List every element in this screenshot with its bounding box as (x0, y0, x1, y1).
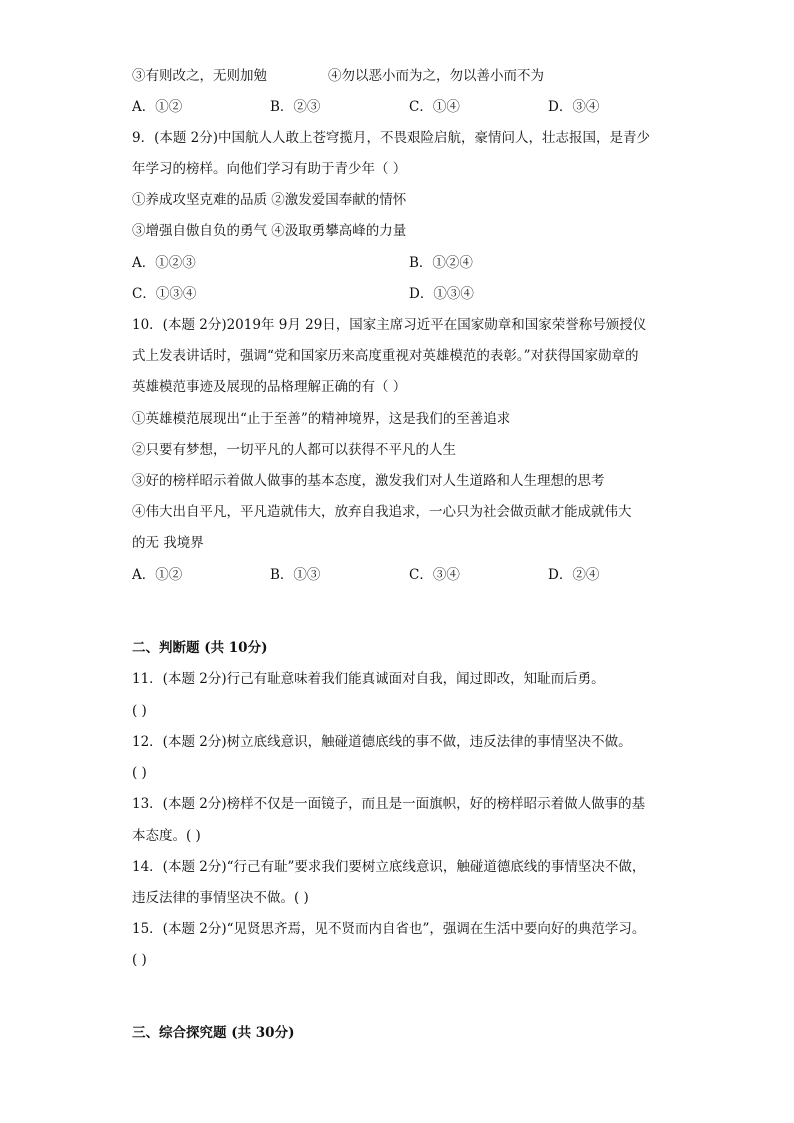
q9-option-b: B．①②④ (409, 255, 473, 271)
q10-statement-3: ③好的榜样昭示着做人做事的基本态度，激发我们对人生道路和人生理想的思考 (132, 473, 605, 489)
q9-stem-line-1: 9．(本题 2分)中国航人人敢上苍穹揽月，不畏艰险启航，豪情问人，壮志报国，是青少 (132, 130, 651, 146)
q11-text: 11．(本题 2分)行己有耻意味着我们能真诚面对自我，闻过即改，知耻而后勇。 (132, 671, 605, 687)
q9-statements-1-2: ①养成攻坚克难的品质 ②激发爱国奉献的情怀 (132, 192, 407, 208)
section-2-title: 二、判断题 (共 10分) (132, 640, 268, 656)
q8-option-c: C．①④ (409, 99, 460, 115)
q9-option-c: C．①③④ (132, 286, 197, 302)
q10-statement-4-line-1: ④伟大出自平凡，平凡造就伟大，放弃自我追求，一心只为社会做贡献才能成就伟大 (132, 504, 632, 520)
q9-stem-line-2: 年学习的榜样。向他们学习有助于青少年（ ） (132, 161, 407, 177)
q13-text: 13．(本题 2分)榜样不仅是一面镜子，而且是一面旗帜，好的榜样昭示着做人做事的基 (132, 796, 646, 812)
q8-option-d: D．③④ (548, 99, 600, 115)
q8-statement-3: ③有则改之，无则加勉 (132, 68, 267, 84)
q14-text-line-2: 违反法律的事情坚决不做。( ) (132, 890, 309, 906)
q10-stem-line-1: 10．(本题 2分)2019年 9月 29日，国家主席习近平在国家勋章和国家荣誉称号颁授仪 (132, 317, 647, 333)
q11-answer-blank: ( ) (132, 703, 147, 719)
q9-option-a: A．①②③ (132, 255, 196, 271)
q8-option-b: B．②③ (270, 99, 321, 115)
q8-statement-4: ④勿以恶小而为之，勿以善小而不为 (328, 68, 544, 84)
q10-option-a: A．①② (132, 567, 183, 583)
q10-option-c: C．③④ (409, 567, 460, 583)
q10-statement-2: ②只要有梦想，一切平凡的人都可以获得不平凡的人生 (132, 442, 456, 458)
q10-option-b: B．①③ (270, 567, 321, 583)
section-3-title: 三、综合探究题 (共 30分) (132, 1025, 295, 1041)
q10-statement-4-line-2: 的无 我境界 (132, 535, 204, 551)
q10-statement-1: ①英雄模范展现出“止于至善”的精神境界，这是我们的至善追求 (132, 411, 511, 427)
q10-option-d: D．②④ (548, 567, 600, 583)
q10-stem-line-2: 式上发表讲话时，强调“党和国家历来高度重视对英雄模范的表彰。”对获得国家勋章的 (132, 348, 639, 364)
q8-option-a: A．①② (132, 99, 183, 115)
q10-stem-line-3: 英雄模范事迹及展现的品格理解正确的有（ ） (132, 379, 407, 395)
q9-statements-3-4: ③增强自傲自负的勇气 ④汲取勇攀高峰的力量 (132, 223, 407, 239)
q13-text-line-2: 本态度。( ) (132, 828, 201, 844)
q15-answer-blank: ( ) (132, 952, 147, 968)
q15-text: 15．(本题 2分)“见贤思齐焉，见不贤而内自省也”，强调在生活中要向好的典范学习。 (132, 921, 646, 937)
q12-text: 12．(本题 2分)树立底线意识，触碰道德底线的事不做，违反法律的事情坚决不做。 (132, 734, 632, 750)
q9-option-d: D．①③④ (409, 286, 474, 302)
q14-text: 14．(本题 2分)“行己有耻”要求我们要树立底线意识，触碰道德底线的事情坚决不做， (132, 859, 646, 875)
q12-answer-blank: ( ) (132, 765, 147, 781)
